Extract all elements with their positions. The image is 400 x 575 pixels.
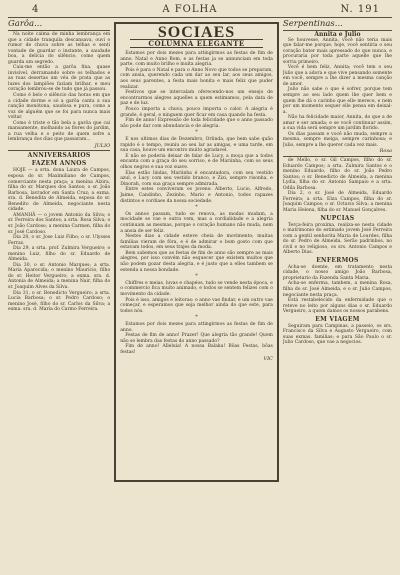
separator-star-icon: * bbox=[195, 129, 198, 136]
banner-sociaes: SOCIAES bbox=[157, 24, 236, 41]
newspaper-title: A FOLHA bbox=[162, 4, 218, 15]
divider bbox=[283, 156, 392, 157]
section-subtitle: FAZEM ANNOS bbox=[31, 160, 87, 168]
article-paragraph: HOJE — a srta. dona Laura de Campos, esposa do sr. Maximiliano de Campos, comerciante nesta praça; a menina Alzira, filha do sr. Marques dos Santos; o sr. João Barbosa, lavrador em Santa Cruz; a exma. sra. d. Benedita de Almeida, esposa do sr. Benedito de Almeida, negociante nesta cidade. bbox=[8, 168, 111, 213]
article-paragraph: Bem sabemos que as festas de fim de anno são sempre as mais alegres, por isso convém não esquecer que existem muitos que não podem gozar desta alegria, e é justo que a elles tambem se estenda a nossa bondade. bbox=[120, 250, 273, 273]
article-paragraph: Está restabelecido da enfermidade que o reteve no leito por alguns dias o sr. Eduardo Vergueiro, a quem damos os nossos parabens. bbox=[282, 298, 392, 315]
right-column bbox=[283, 18, 392, 566]
article-paragraph: Elas estão lindas, Mariinha é encantadora, com seu vestido azul, e Lucy com seu vestido branco, e Zizi, sempre risonha, e Dinorah, com sua graça sempre admirada. bbox=[120, 170, 273, 187]
social-text bbox=[120, 51, 273, 362]
article-paragraph: Terça-feira proxima, realiza-se nesta cidade o matrimonio do estimado jovem José Ferreira com a gentil senhorita Maria de Lourdes, filha do sr. Pedro de Almeida. Serão padrinhos, no civil e no religioso, os srs. Antonio Campos e Alberto Dias. bbox=[282, 222, 392, 256]
article-paragraph: Dia 28, o sr. Jose Luiz Filho; o sr. Ulysses Ferraz. bbox=[8, 235, 111, 246]
section-title-nupcias: NUPCIAS bbox=[320, 214, 355, 222]
separator-star-icon: * bbox=[195, 314, 198, 321]
page-number: 4 bbox=[32, 4, 40, 15]
social-box bbox=[114, 22, 279, 482]
article-paragraph: Dia 31, o sr. Benedicto Vergueiro; a srta. Lucia Barbosa; o sr. Pedro Cardoso; o menino José, filho do sr. Carlos da Silva; a exma. sra. d. Maria do Carmo Ferreira. bbox=[8, 290, 111, 313]
column-title: COLUMNA ELEGANTE bbox=[130, 39, 263, 49]
article-paragraph: Não ha felicidade maior, Annita, do que a de amar e ser amada; e se você continuar assim, a sua vida será sempre um jardim florido. bbox=[282, 115, 392, 132]
article-paragraph: Fim de anno! Alleluia! A nossa Balaka! Bôas Festas, bôas festas! bbox=[120, 344, 273, 355]
article-signature: Rosa bbox=[379, 148, 392, 155]
article-paragraph: Fim de anno! Expressão de toda felicidade que o anno passado não pode dar com abundancia e de alegria. bbox=[120, 118, 273, 129]
left-column bbox=[8, 18, 110, 566]
section-subtitle: Annita e Julio bbox=[314, 31, 361, 38]
divider bbox=[8, 30, 110, 31]
section-title-serpentinas: Serpentinas... bbox=[282, 19, 343, 29]
section-title-viagem: EM VIAGEM bbox=[315, 315, 360, 323]
article-paragraph: Pois é isso, amigos e leitoras: o anno vae findar, e um outro vae começar, e esperamos que seja melhor ainda do que este, para todos nós. bbox=[120, 297, 273, 314]
article-paragraph: Na noite calma de minha lembrança em que a cidade tranquila descansava, ouvi o rumor de chuva sobre as telhas e senti vontade de guardar o instante, a saudade boa, a delícia do silêncio, como quem guarda um segredo. bbox=[8, 32, 111, 65]
article-paragraph: Os dias passam e você não muda, sempre a mesma, sempre meiga, sempre carinhosa; e Julio, sempre a lhe querer cada vez mais. bbox=[282, 131, 392, 148]
middle-column bbox=[114, 18, 279, 566]
separator-star-icon: * bbox=[195, 273, 198, 280]
separator-star-icon: * bbox=[195, 204, 198, 211]
article-paragraph: Caiu-me então a garôa fina, quase invisível, derramando sobre os telhados e as ruas desertas um véu de prata que as luzes dos lampiões faziam brilhar, e meu coração lembrou-se de tudo que já passou. bbox=[8, 65, 111, 93]
article-paragraph: Dia 30, o sr. Antonio Marques; a srta. Maria Aparecida; o menino Mauricio, filho do sr. Heitor Vergueiro; a exma. sra. d. Antonia de Almeida; a menina Nair, filha do sr. Joaquim Alves da Silva. bbox=[8, 262, 111, 290]
article-paragraph: Como é belo o silêncio das horas em que a cidade dorme e só a garôa canta a sua canção monótona, saudosa e pura, como a voz de alguém que se foi para nunca mais voltar. bbox=[8, 93, 111, 121]
article-paragraph: Pouco importa a chuva, pouco importa o calor. A alegria é grande, é geral, e ninguem quer ficar em casa quando ha festa. bbox=[120, 107, 273, 118]
section-title-enfermos: ENFERMOS bbox=[316, 256, 359, 264]
article-paragraph: Festivos que se intercalam oferecendo-nos um ensejo de encontrarmos alegres aquelles a quem estimamos, pela data de paz e de luz. bbox=[120, 90, 273, 107]
article-paragraph: E não se poderia deixar de falar de Lucy, a moça que a todos encanta com a graça do seu sorriso, e de Mariinha, com os seus olhos negros e sua voz suave. bbox=[120, 153, 273, 170]
article-paragraph: AMANHÃ — o jovem Antonio da Silva; o sr. Ferreira dos Santos; a srta. Rosa Silva; o sr. João Cardoso; a menina Carmen, filha do sr. José Cardoso. bbox=[8, 212, 111, 235]
article-paragraph: de Mello, o sr. Gil Campos, filho do sr. Eduardo Campos; a srta. Zulmira Santos e o menino Eduardo, filho do sr. João Pedro Santos; o sr. Benedicto de Almeida, a menina Lydia, filha do sr. Antonio Sampaio e a srta. Odila Barbosa. bbox=[282, 158, 392, 191]
section-title-anniversaries: ANNIVERSARIOS bbox=[27, 152, 91, 160]
article-paragraph: Os annos passam, tudo se renova, as modas mudam, a mocidade se vae e outra vem, mas a cordialidade e a alegria continuam as mesmas, porque o coração humano não muda, nem a ansia de ser feliz. bbox=[120, 211, 273, 234]
article-paragraph: Festas de fim de anno! Prazer! Que alegria tão grande! Quem não se lembra das festas do anno passado? bbox=[120, 333, 273, 344]
article-paragraph: Acha-se enferma, tambem, a menina Rosa, filha do sr. José Almeida, e o sr. Julio Campos, negociante nesta praça. bbox=[282, 281, 392, 298]
issue-number: N. 191 bbox=[340, 4, 380, 15]
article-paragraph: Estamos por dois mezes para attingirmos as festas de fim de anno. Natal e Anno Bom, e as festas ja se annunciam em toda parte, com muito brilho e muita alegria. bbox=[120, 51, 273, 68]
running-head bbox=[32, 4, 380, 15]
article-paragraph: Entre estes conviveram os jovens: Alberto, Lucio, Alfredo, Jaime, Candinho, Zezinho, Mario e Antonio, todos rapazes distintos e cordiaes da nossa sociedade. bbox=[120, 187, 273, 204]
article-paragraph: Acha-se doente, em tratamento nesta cidade, o nosso amigo João Barbosa, proprietario da Fazenda Santa Maria. bbox=[282, 264, 392, 281]
article-paragraph: Seguiram para Campinas, a passeio, os srs. Francisco da Silva e Augusto Vergueiro, com suas exmas. familias; e para São Paulo o sr. Julio Cardoso, que vae a negocios. bbox=[282, 323, 392, 346]
article-paragraph: Pois é para o Natal e para o Anno Novo que todos se preparam, com ansia, querendo cada um dar ao seu lar, aos seus amigos, aos seus parentes, a festa mais bonita e mais feliz que puder realizar. bbox=[120, 67, 273, 90]
article-paragraph: Estamos por dois mezes para attingirmos as festas de fim de anno. bbox=[120, 322, 273, 333]
article-signature: JULIO bbox=[94, 142, 111, 149]
article-paragraph: E nos ultimos dias de Dezembro, Orlinda, que bem sabe quão rapido é o tempo, reuniu ao seu lar as amigas, e uma tarde, em sua casa, houve um encontro muito agradavel. bbox=[120, 137, 273, 154]
article-paragraph: Se houvesse, Annita, você não teria mais que falar-me porque, hoje, você sentiria o seu coração bater mais apressado do que nunca, e procuraria por toda parte aquelle que lhe sorriu primeiro. bbox=[282, 37, 392, 65]
article-signature: VIC bbox=[263, 355, 273, 362]
article-paragraph: Chiffres e meias, luvas e chapéos, tudo se vende nesta época, e o commercio fica muito animado, e todos se sentem felizes com o movimento da cidade. bbox=[120, 280, 273, 298]
article-paragraph: Julio não sabe o que é sofrer, porque tem sempre ao seu lado quem lhe quer bem e quem lhe dá o carinho que elle merece, e nem por um momento sequer elle pensa em deixal-a. bbox=[282, 87, 392, 115]
section-title-garoa: Garôa... bbox=[8, 19, 43, 29]
article-paragraph: Você é bem feliz, Annita; você tem o seu Julio que a adora e que vive pensando somente em você, sempre a lhe dizer a mesma canção de amor. bbox=[282, 65, 392, 87]
article-paragraph: Como é triste e tão bela a garôa que cai mansamente, molhando as flores do jardim, a rua velha e o peito de quem sofre a lembrança dos dias que passaram... bbox=[8, 120, 111, 143]
columns bbox=[8, 18, 392, 566]
divider bbox=[8, 150, 110, 151]
article-paragraph: Nestes dias a cidade esteve cheia de movimento; muitas familias vieram de fóra, e é de admirar o bom gosto com que estavam todos, em seus trajes da moda. bbox=[120, 234, 273, 251]
article-paragraph: Dia 29, a srta. prof. Zulmira Vergueiro; o menino Luiz, filho do sr. Eduardo de Almeida. bbox=[8, 246, 111, 263]
article-paragraph: Dia 2, o sr. José de Almeida, Eduardo Ferreira; a srta. Elza Campos, filha do sr. Joaquim Campos; o sr. Octavio Silva; a menina Maria Helena, filha do sr. Manuel Gonçalves. bbox=[282, 191, 392, 213]
